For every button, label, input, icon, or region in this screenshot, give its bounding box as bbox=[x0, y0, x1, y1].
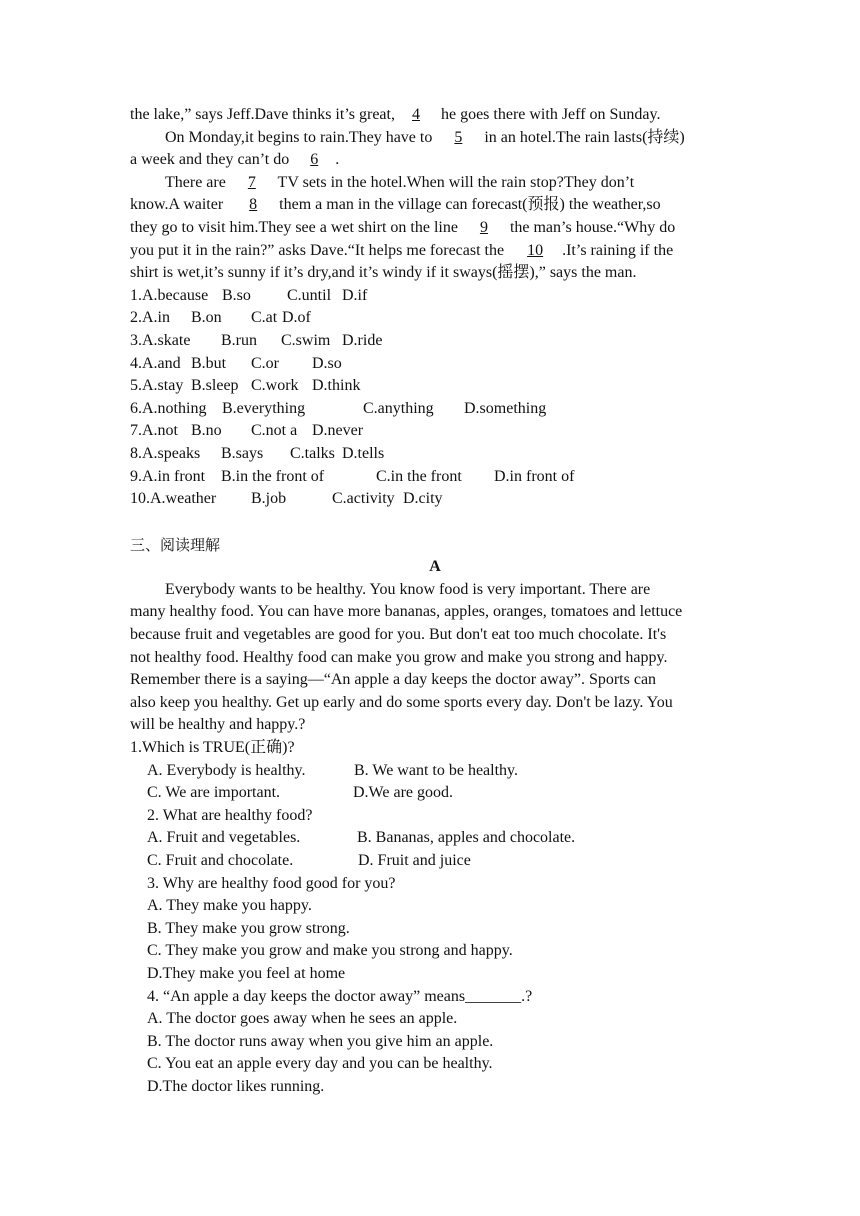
cloze-text: a week and they can’t do bbox=[130, 151, 294, 169]
option: D.in front of bbox=[494, 467, 575, 485]
answer-option: C. We are important. bbox=[147, 784, 281, 802]
cloze-text: the lake,” says Jeff.Dave thinks it’s great, bbox=[130, 106, 395, 123]
option: C.at bbox=[251, 309, 278, 327]
passage-line: because fruit and vegetables are good for you. But don't eat too much chocolate. It's bbox=[130, 626, 667, 644]
option: C.activity bbox=[332, 490, 395, 508]
option: 2.A.in bbox=[130, 309, 170, 327]
option-row bbox=[130, 466, 740, 489]
cloze-text: On Monday,it begins to rain.They have to bbox=[165, 128, 437, 146]
option: B.job bbox=[251, 490, 287, 508]
cloze-line bbox=[130, 127, 740, 150]
option: C.work bbox=[251, 377, 299, 395]
cloze-text: TV sets in the hotel.When will the rain stop?They don’t bbox=[273, 173, 635, 191]
passage-line: many healthy food. You can have more bananas, apples, oranges, tomatoes and lettuce bbox=[130, 603, 683, 621]
answer-option: A. Fruit and vegetables. bbox=[147, 829, 301, 847]
option: D.tells bbox=[342, 444, 385, 462]
cloze-text: he goes there with Jeff on Sunday. bbox=[436, 106, 661, 123]
option: C.not a bbox=[251, 422, 298, 440]
option: 8.A.speaks bbox=[130, 444, 201, 462]
passage-line: Everybody wants to be healthy. You know food is very important. There are bbox=[165, 580, 651, 598]
option-row bbox=[130, 375, 740, 398]
option-row bbox=[130, 330, 740, 353]
blank-5: 5 bbox=[454, 128, 463, 146]
option: B.run bbox=[221, 331, 257, 349]
answer-row bbox=[130, 827, 740, 850]
reading-passage bbox=[130, 579, 740, 737]
option: B.in the front of bbox=[221, 467, 325, 485]
option: D.of bbox=[282, 309, 311, 327]
option: D.if bbox=[342, 286, 368, 304]
answer-option: B. The doctor runs away when you give him an apple. bbox=[147, 1032, 494, 1050]
option: 5.A.stay bbox=[130, 377, 184, 395]
cloze-line: shirt is wet,it’s sunny if it’s dry,and it’s windy if it sways(摇摆),” says the man. bbox=[130, 264, 637, 282]
option: B.no bbox=[191, 422, 222, 440]
option: D.city bbox=[403, 490, 443, 508]
option: B.says bbox=[221, 444, 264, 462]
answer-option: A. The doctor goes away when he sees an apple. bbox=[147, 1010, 458, 1028]
cloze-text: you put it in the rain?” asks Dave.“It helps me forecast the bbox=[130, 241, 509, 259]
option: 4.A.and bbox=[130, 354, 181, 372]
blank-9: 9 bbox=[479, 218, 488, 236]
cloze-line bbox=[130, 194, 740, 217]
option-row bbox=[130, 398, 740, 421]
answer-option: B. Bananas, apples and chocolate. bbox=[357, 829, 576, 847]
option: B.on bbox=[191, 309, 222, 327]
cloze-options bbox=[130, 285, 740, 511]
option-row bbox=[130, 307, 740, 330]
answer-option: D. Fruit and juice bbox=[358, 852, 471, 869]
option: C.anything bbox=[363, 399, 434, 417]
option: D.something bbox=[464, 399, 547, 417]
option: 1.A.because bbox=[130, 286, 209, 304]
option: C.until bbox=[287, 286, 332, 304]
blank-6: 6 bbox=[310, 151, 319, 169]
option: B.but bbox=[191, 354, 227, 372]
question-stem: 2. What are healthy food? bbox=[147, 806, 313, 824]
blank-4: 4 bbox=[411, 106, 420, 123]
cloze-text: them a man in the village can forecast(预报) the weather,so bbox=[279, 196, 661, 214]
answer-option: C. You eat an apple every day and you can be healthy. bbox=[147, 1055, 493, 1073]
reading-questions bbox=[130, 737, 740, 1099]
blank-7: 7 bbox=[247, 173, 256, 191]
cloze-line bbox=[130, 240, 740, 263]
document-page bbox=[130, 104, 740, 1099]
cloze-passage bbox=[130, 104, 740, 285]
question-stem: 4. “An apple a day keeps the doctor away” means_______.? bbox=[147, 987, 533, 1005]
option: C.in the front bbox=[376, 467, 462, 485]
cloze-text: the man’s house.“Why do bbox=[505, 218, 676, 236]
answer-option: D.The doctor likes running. bbox=[147, 1077, 325, 1095]
answer-row bbox=[130, 850, 740, 873]
answer-option: C. Fruit and chocolate. bbox=[147, 852, 294, 869]
option: 3.A.skate bbox=[130, 331, 191, 349]
answer-option: B. They make you grow strong. bbox=[147, 919, 350, 937]
option: 9.A.in front bbox=[130, 467, 206, 485]
question-stem: 3. Why are healthy food good for you? bbox=[147, 874, 396, 892]
passage-line: also keep you healthy. Get up early and do some sports every day. Don't be lazy. You bbox=[130, 693, 673, 711]
option: B.sleep bbox=[191, 377, 239, 395]
cloze-line bbox=[130, 149, 740, 172]
answer-option: D.We are good. bbox=[353, 784, 454, 802]
option-row bbox=[130, 420, 740, 443]
section-title: 三、阅读理解 bbox=[130, 535, 221, 554]
passage-line: not healthy food. Healthy food can make you grow and make you strong and happy. bbox=[130, 648, 668, 666]
passage-line: Remember there is a saying—“An apple a day keeps the doctor away”. Sports can bbox=[130, 671, 657, 689]
cloze-text: in an hotel.The rain lasts(持续) bbox=[480, 128, 685, 146]
section-gap bbox=[130, 511, 740, 534]
option: B.so bbox=[222, 286, 251, 304]
passage-title: A bbox=[429, 558, 441, 576]
answer-row bbox=[130, 782, 740, 805]
answer-option: A. They make you happy. bbox=[147, 897, 312, 915]
answer-row bbox=[130, 760, 740, 783]
option: B.everything bbox=[222, 399, 306, 417]
cloze-text: . bbox=[335, 151, 340, 169]
answer-option: A. Everybody is healthy. bbox=[147, 761, 306, 779]
blank-8: 8 bbox=[249, 196, 258, 214]
question-stem: 1.Which is TRUE(正确)? bbox=[130, 739, 295, 757]
cloze-text: know.A waiter bbox=[130, 196, 228, 214]
option: C.talks bbox=[290, 444, 335, 462]
option: D.ride bbox=[342, 331, 383, 349]
option-row bbox=[130, 488, 740, 511]
option: 10.A.weather bbox=[130, 490, 217, 508]
option: D.think bbox=[312, 377, 361, 395]
cloze-line bbox=[130, 172, 740, 195]
option: C.swim bbox=[281, 331, 331, 349]
cloze-line bbox=[130, 104, 740, 127]
blank-10: 10 bbox=[527, 241, 544, 259]
option: 6.A.nothing bbox=[130, 399, 207, 417]
cloze-text: There are bbox=[165, 173, 230, 191]
option-row bbox=[130, 443, 740, 466]
cloze-text: .It’s raining if the bbox=[562, 241, 674, 259]
answer-option: B. We want to be healthy. bbox=[354, 761, 519, 779]
option: 7.A.not bbox=[130, 422, 178, 440]
option-row bbox=[130, 285, 740, 308]
cloze-line bbox=[130, 217, 740, 240]
option-row bbox=[130, 353, 740, 376]
option: D.never bbox=[312, 422, 364, 440]
option: D.so bbox=[312, 354, 342, 372]
passage-line: will be healthy and happy.? bbox=[130, 716, 306, 734]
cloze-text: they go to visit him.They see a wet shirt on the line bbox=[130, 218, 462, 236]
option: C.or bbox=[251, 354, 279, 372]
answer-option: C. They make you grow and make you strong and happy. bbox=[147, 942, 513, 960]
answer-option: D.They make you feel at home bbox=[147, 964, 346, 982]
